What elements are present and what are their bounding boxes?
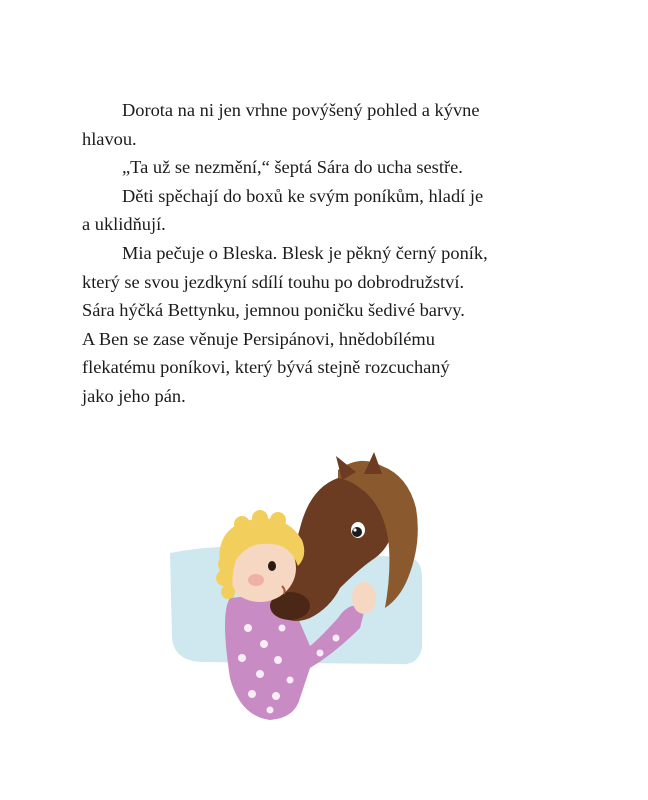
text-line: Sára hýčká Bettynku, jemnou poničku šedivé barvy.	[82, 300, 465, 321]
girl-eye	[268, 561, 276, 571]
paragraph-4	[82, 239, 554, 411]
girl-cheek	[248, 574, 264, 586]
text-line: jako jeho pán.	[82, 385, 186, 406]
text-line: hlavou.	[82, 128, 137, 149]
girl-with-pony-illustration	[160, 448, 430, 728]
story-text	[82, 96, 554, 411]
paragraph-1	[82, 96, 554, 153]
text-line: Děti spěchají do boxů ke svým poníkům, hladí je	[122, 185, 484, 206]
paragraph-3	[82, 182, 554, 239]
text-line: „Ta už se nezmění,“ šeptá Sára do ucha sestře.	[122, 157, 463, 178]
text-line: Mia pečuje o Bleska. Blesk je pěkný černý poník,	[122, 242, 488, 263]
text-line: a uklidňují.	[82, 214, 166, 235]
text-line: který se svou jezdkyní sdílí touhu po dobrodružství.	[82, 271, 465, 292]
text-line: flekatému poníkovi, který bývá stejně rozcuchaný	[82, 357, 450, 378]
girl-hand	[352, 582, 376, 614]
paragraph-2	[102, 153, 554, 182]
text-line: A Ben se zase věnuje Persipánovi, hnědobílému	[82, 328, 435, 349]
text-line: Dorota na ni jen vrhne povýšený pohled a kývne	[122, 100, 480, 120]
